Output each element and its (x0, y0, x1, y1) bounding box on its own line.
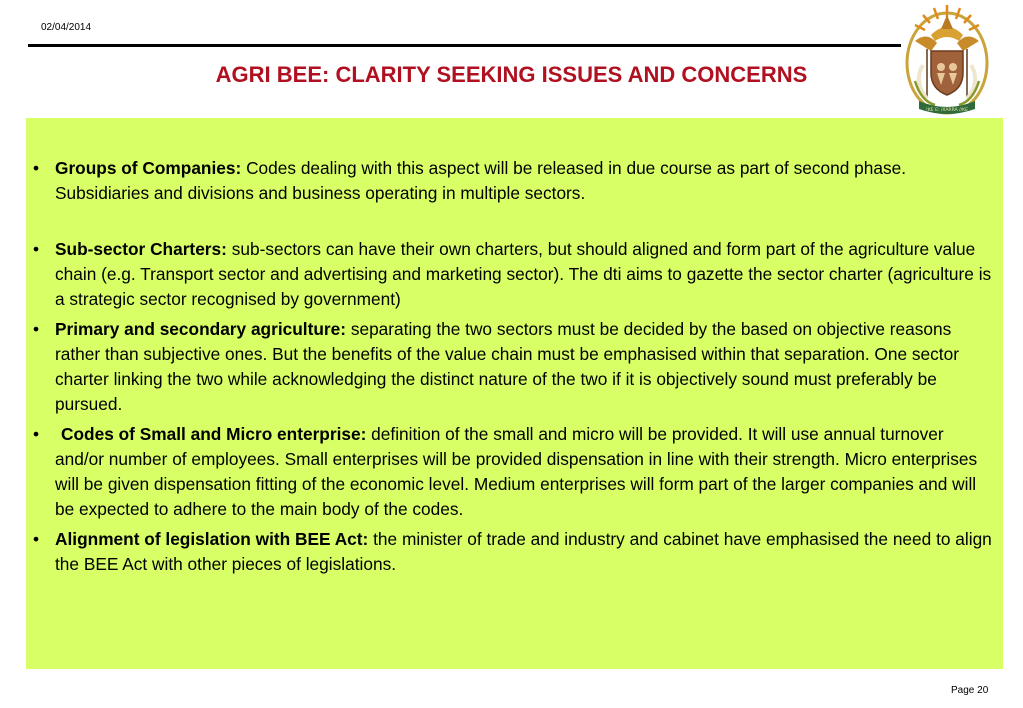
bullet-marker: • (33, 158, 40, 178)
bullet-heading: Groups of Companies: (55, 158, 242, 178)
coat-of-arms-icon (901, 1, 993, 119)
bullet-marker: • (33, 319, 40, 339)
header-divider (28, 44, 901, 47)
slide-date: 02/04/2014 (41, 22, 92, 33)
bullet-text: sub-sectors can have their own charters, but should aligned and form part of the agriculture value chain (e.g. Transport sector and advertising and marketing sector). The dti aims to gazette the sector charter (agriculture is a strategic sector recognised by government) (55, 239, 992, 309)
bullet-sub-sector-charters (26, 237, 996, 312)
bullet-list (26, 156, 996, 577)
bullet-text: definition of the small and micro will be provided. It will use annual turnover and/or number of employees. Small enterprises will be provided dispensation in line with their strength. Micro enterprises will be given dispensation fitting of the economic level. Medium enterprises will form part of the larger companies and will be expected to adhere to the main body of the codes. (55, 424, 978, 519)
page-number: Page 20 (951, 685, 989, 696)
bullet-heading: Sub-sector Charters: (55, 239, 227, 259)
bullet-text: the minister of trade and industry and cabinet have emphasised the need to align the BEE Act with other pieces of legislations. (55, 529, 992, 574)
bullet-marker: • (33, 424, 40, 444)
bullet-primary-secondary-agriculture (26, 317, 996, 417)
bullet-heading: Primary and secondary agriculture: (55, 319, 347, 339)
content-panel (26, 118, 1003, 669)
bullet-small-micro-enterprise (26, 422, 996, 522)
crest-motto: !KE E: /XARRA //KE (926, 108, 968, 113)
bullet-marker: • (33, 529, 40, 549)
bullet-groups-of-companies (26, 156, 996, 206)
bullet-heading: Alignment of legislation with BEE Act: (55, 529, 369, 549)
slide-title: AGRI BEE: CLARITY SEEKING ISSUES AND CONCERNS (215, 62, 808, 87)
bullet-text: Codes dealing with this aspect will be released in due course as part of second phase. Subsidiaries and divisions and business operating in multiple sectors. (55, 158, 907, 203)
bullet-marker: • (33, 239, 40, 259)
bullet-text: separating the two sectors must be decided by the based on objective reasons rather than subjective ones. But the benefits of the value chain must be emphasised within that separation. One sector charter linking the two while acknowledging the distinct nature of the two if it is objectively sound must preferably be pursued. (55, 319, 959, 414)
bullet-alignment-legislation (26, 527, 996, 577)
bullet-heading: Codes of Small and Micro enterprise: (61, 424, 367, 444)
